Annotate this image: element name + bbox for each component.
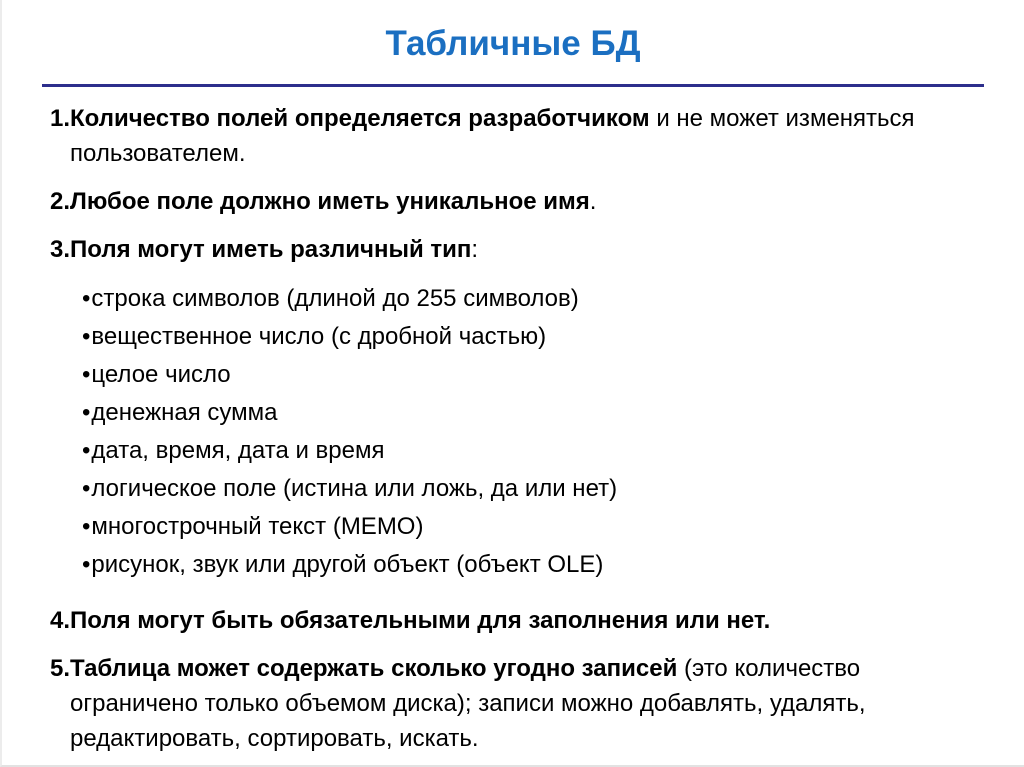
field-type-item xyxy=(82,280,968,318)
item-1-regular-text: и не может изменяться пользователем. xyxy=(70,105,915,167)
bullet-icon: • xyxy=(82,475,91,502)
slide-title: Табличные БД xyxy=(385,24,641,63)
bullet-icon: • xyxy=(82,399,91,426)
item-5-regular-text: (это количество ограничено только объемом диска); записи можно добавлять, удалять, редактировать, сортировать, искать. xyxy=(70,655,866,752)
item-5-bold-text: 5.Таблица может содержать сколько угодно записей xyxy=(50,655,678,682)
item-1-bold-text: 1.Количество полей определяется разработчиком xyxy=(50,105,650,132)
field-type-item xyxy=(82,508,968,546)
bullet-icon: • xyxy=(82,551,91,578)
item-4-bold-text: 4.Поля могут быть обязательными для заполнения или нет. xyxy=(50,607,771,634)
field-type-item xyxy=(82,356,968,394)
field-type-text: строка символов (длиной до 255 символов) xyxy=(91,285,579,312)
bullet-icon: • xyxy=(82,361,91,388)
item-2-bold-text: 2.Любое поле должно иметь уникальное имя xyxy=(50,188,590,215)
numbered-item-2 xyxy=(50,184,968,219)
field-type-list xyxy=(50,280,968,584)
title-divider xyxy=(42,84,984,87)
field-type-text: денежная сумма xyxy=(91,399,278,426)
field-type-text: вещественное число (с дробной частью) xyxy=(91,323,547,350)
bullet-icon: • xyxy=(82,323,91,350)
field-type-item xyxy=(82,432,968,470)
numbered-item-3 xyxy=(50,232,968,267)
field-type-text: дата, время, дата и время xyxy=(91,437,385,464)
field-type-item xyxy=(82,470,968,508)
item-3-bold-text: 3.Поля могут иметь различный тип xyxy=(50,236,472,263)
numbered-item-5 xyxy=(50,651,968,756)
bullet-icon: • xyxy=(82,285,91,312)
numbered-item-4 xyxy=(50,603,968,638)
field-type-item xyxy=(82,394,968,432)
field-type-text: логическое поле (истина или ложь, да или нет) xyxy=(91,475,618,502)
item-2-regular-text: . xyxy=(589,188,597,215)
bullet-icon: • xyxy=(82,513,91,540)
field-type-item xyxy=(82,546,968,584)
bullet-icon: • xyxy=(82,437,91,464)
field-type-item xyxy=(82,318,968,356)
field-type-text: многострочный текст (MEMO) xyxy=(91,513,424,540)
item-3-regular-text: : xyxy=(471,236,479,263)
numbered-item-1 xyxy=(50,101,968,171)
field-type-text: целое число xyxy=(91,361,231,388)
field-type-text: рисунок, звук или другой объект (объект OLE) xyxy=(91,551,604,578)
slide-content xyxy=(2,101,1024,756)
